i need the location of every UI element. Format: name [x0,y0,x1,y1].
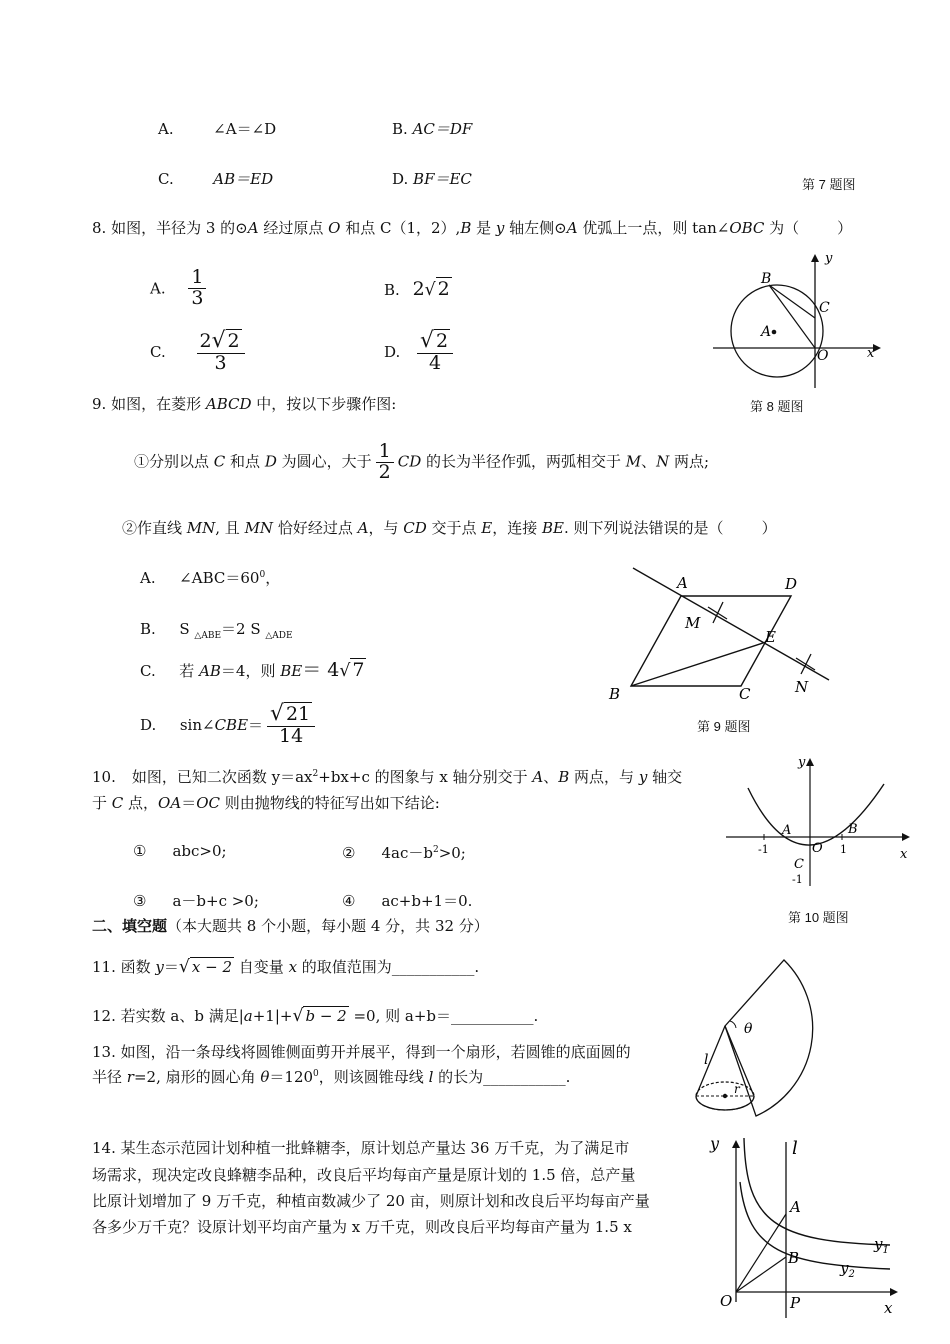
q10-conclusion-1: ① abc>0; [133,842,227,860]
q8-option-d: D. $\frac{√ 2}{4}$ [384,330,457,374]
label-o: O [720,1292,733,1310]
label-a: A [782,823,792,838]
q9-figure [605,562,845,707]
q9-option-c: C. 若 AB＝4，则 BE＝ 4√ 7 [140,659,365,681]
q12: 12. 若实数 a、b 满足|a+1|+√ b − 2 =0, 则 a+b＝___________. [92,1006,539,1026]
label-y: y [710,1134,720,1153]
q10-line-1: 10. 如图，已知二次函数 $y=ax^2+bx+c$ 的图象与 x 轴分别交于 A、B 两点，与 y 轴交 [92,768,683,786]
label-n: N [795,678,809,696]
q10-conclusion-2: ② $4ac-b^2>0$; [342,844,466,862]
label-b: B [848,822,858,837]
q7-option-d: D. BF＝EC [392,170,472,188]
q8-option-a: A. $\frac{1}{3}$ [150,268,210,309]
q14-line-3: 比原计划增加了 9 万千克，种植亩数减少了 20 亩，则原计划和改良后平均每亩产量 [92,1192,650,1210]
tick-1-x: 1 [840,843,847,856]
fraction: $\frac{√ 2}{4}$ [417,330,453,374]
q9-step-2: ②作直线 MN, 且 MN 恰好经过点 A，与 CD 交于点 E，连接 BE. 则下列说法错误的是（ ） [122,519,777,537]
q9-stem: 9. 如图，在菱形 ABCD 中，按以下步骤作图: [92,395,397,413]
label-y1: $y_1$ [874,1235,889,1256]
label-a: A [761,324,772,340]
q7-option-b: B. AC＝DF [392,120,473,138]
section-2-heading: 二、填空题（本大题共 8 个小题，每小题 4 分，共 32 分） [92,917,489,935]
q10-line-2: 于 C 点，OA＝OC 则由抛物线的特征写出如下结论: [92,794,440,812]
q10-caption: 第 10 题图 [788,910,849,925]
q8-option-b: B. 2√ 2 [384,278,450,300]
label-b: B [609,685,621,703]
q9-option-d: D. sin∠CBE＝ $\frac{√ 21}{14}$ [140,703,319,747]
label-e: E [765,628,776,646]
label-c: C [819,300,830,316]
label-b: B [788,1249,800,1267]
label-c: C [739,685,751,703]
q8-figure [705,248,895,393]
q10-figure [722,752,917,890]
q13-line-1: 13. 如图，沿一条母线将圆锥侧面剪开并展平，得到一个扇形，若圆锥的底面圆的 [92,1043,631,1061]
label-x: x [867,346,875,361]
fraction: $\frac{1}{3}$ [188,268,206,309]
q14-line-4: 各多少万千克？设原计划平均亩产量为 x 万千克，则改良后平均每亩产量为 1.5 x [92,1218,632,1236]
label-m: M [685,614,701,632]
label-l: l [704,1052,709,1068]
q13-line-2: 半径 r=2, 扇形的圆心角 $\theta=120^0$，则该圆锥母线 l 的长为___________. [92,1068,571,1086]
label-o: O [812,841,823,856]
q14-line-2: 场需求，现决定改良蜂糖李品种，改良后平均每亩产量是原计划的 1.5 倍，总产量 [92,1166,636,1184]
q14-line-1: 14. 某生态示范园计划种植一批蜂糖李，原计划总产量达 36 万千克，为了满足市 [92,1139,630,1157]
label-o: O [817,348,829,364]
label-y: y [825,251,833,266]
label-l: l [792,1138,798,1159]
q9-option-b: B. S $_{\triangle ABE}$＝2 S $_{\triangle ADE}$ [140,620,293,641]
q7-caption: 第 7 题图 [802,177,856,192]
tick-minus-1-y: -1 [792,873,803,886]
label-a: A [677,574,688,592]
fraction: $\frac{√ 21}{14}$ [267,703,315,747]
label-y: y [798,755,806,770]
q8-option-c: C. $\frac{2√ 2}{3}$ [150,330,249,374]
fraction: $\frac{2√ 2}{3}$ [197,330,245,374]
label-c: C [794,857,804,872]
q10-conclusion-4: ④ ac+b+1＝0. [342,892,473,910]
q9-option-a: A. $\angle ABC=60^0$， [140,569,281,587]
label-b: B [761,271,772,287]
q14-figure [704,1132,904,1322]
fraction: $\frac{1}{2}$ [376,442,394,483]
q8-stem: 8. 如图，半径为 3 的⊙A 经过原点 O 和点 C（1，2）,B 是 y 轴左侧⊙A 优弧上一点，则 tan∠OBC 为（ ） [92,219,853,237]
q7-option-c: C. AB＝ED [158,170,274,188]
label-theta: θ [744,1021,753,1037]
label-a: A [790,1198,801,1216]
label-p: P [790,1294,801,1312]
label-r: r [734,1082,740,1096]
label-x: x [900,847,908,862]
label-d: D [785,575,798,593]
label-x: x [884,1299,893,1317]
q10-conclusion-3: ③ a－b+c >0; [133,892,259,910]
q7-option-a: A. ∠A＝∠D [158,120,277,138]
answer-blank: ___________ [483,1068,566,1086]
q9-step-1: ①分别以点 C 和点 D 为圆心，大于 $\frac{1}{2}$ CD 的长为半径作弧，两弧相交于 M、N 两点; [134,440,710,483]
label-y2: $y_2$ [840,1259,855,1280]
q9-caption: 第 9 题图 [697,719,751,734]
answer-blank: ___________ [391,958,475,976]
tick-minus-1-x: -1 [758,843,769,856]
q13-figure [688,956,888,1126]
q11: 11. 函数 y＝√ x − 2 自变量 x 的取值范围为___________. [92,957,480,977]
q8-caption: 第 8 题图 [750,399,804,414]
answer-blank: ___________ [451,1007,534,1025]
